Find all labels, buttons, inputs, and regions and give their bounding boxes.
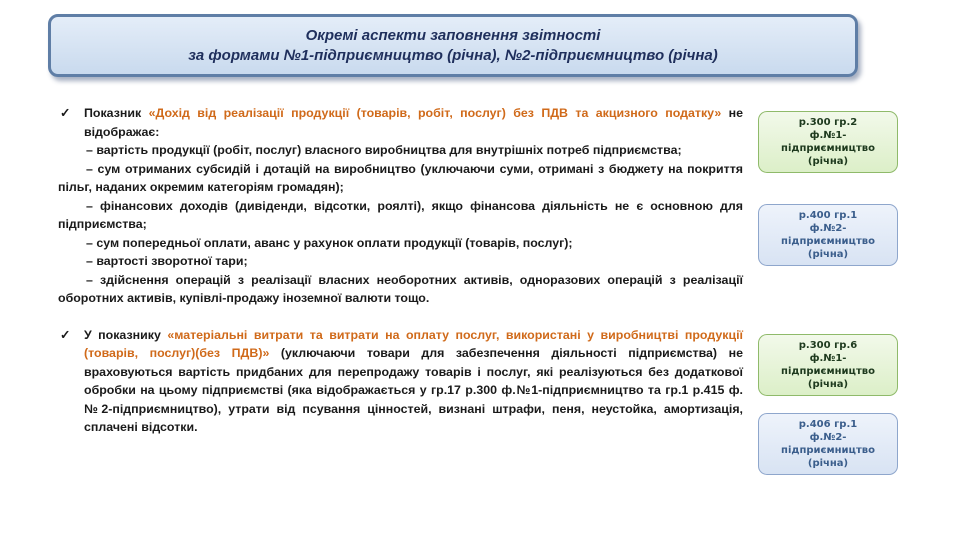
paragraph-gap <box>58 308 743 326</box>
bullet-1-item: – сум отриманих субсидій і дотацій на виробництво (уключаючи суми, отримані з бюджету на покриття пільг, наданих окремим категоріям громадян); <box>58 161 743 194</box>
title-line-2: за формами №1-підприємництво (річна), №2-підприємництво (річна) <box>188 46 718 64</box>
reference-box-2 <box>758 204 898 266</box>
reference-form: ф.№2- <box>809 432 847 443</box>
reference-period: (річна) <box>807 249 849 260</box>
reference-period: (річна) <box>807 156 849 167</box>
reference-form: ф.№2- <box>809 223 847 234</box>
bullet-1-item: – вартості зворотної тари; <box>86 254 248 268</box>
reference-row: р.300 гр.6 <box>798 340 858 351</box>
bullet-2 <box>58 326 743 437</box>
bullet-2-lead: У показнику <box>84 327 168 342</box>
bullet-1-item: – сум попередньої оплати, аванс у рахунок оплати продукції (товарів, послуг); <box>86 235 573 250</box>
reference-box-3 <box>758 334 898 396</box>
reference-form-type: підприємництво <box>781 236 875 247</box>
reference-period: (річна) <box>807 379 849 390</box>
reference-form: ф.№1- <box>809 353 847 364</box>
title-line-1: Окремі аспекти заповнення звітності <box>305 26 601 44</box>
reference-box-1 <box>758 111 898 173</box>
bullet-1-intro <box>58 104 743 141</box>
reference-row: р.300 гр.2 <box>798 117 858 128</box>
bullet-1-item: – вартість продукції (робіт, послуг) власного виробництва для внутрішніх потреб підприємства; <box>86 143 682 157</box>
bullet-1-lead: Показник <box>84 106 149 120</box>
checkmark-icon: ✓ <box>60 327 71 342</box>
reference-form-type: підприємництво <box>781 143 875 154</box>
bullet-1-item: – здійснення операцій з реалізації власних необоротних активів, одноразових операцій з реалізації оборотних активів, купівлі-продажу іноземної валюти тощо. <box>58 272 743 305</box>
bullet-2-highlight: «матеріальні витрати та витрати на оплату послуг, використані у виробництві продукції (товарів, послуг)(без ПДВ)» <box>84 327 743 360</box>
reference-row: р.400 гр.1 <box>798 210 858 221</box>
bullet-2-rest: (уключаючи товари для забезпечення діяльності підприємства) не враховуються вартість придбаних для перепродажу товарів і послуг, які реалізуються без додаткової обробки на цьому підприємстві (яка відображається у гр.17 р.300 ф.№1-підприємництво та гр.1 р.415 ф.№2-підприємництво), утрати від псування цінностей, визнані штрафи, пеня, неустойка, амортизація, сплачені відсотки. <box>84 346 743 434</box>
reference-period: (річна) <box>807 458 849 469</box>
bullet-1-item: – фінансових доходів (дивіденди, відсотки, роялті), якщо фінансова діяльність не є основною для підприємства; <box>58 198 743 231</box>
reference-form-type: підприємництво <box>781 366 875 377</box>
bullet-1-lead-end: не відображає: <box>84 106 743 139</box>
reference-box-4 <box>758 413 898 475</box>
slide-title-banner <box>48 14 858 77</box>
checkmark-icon: ✓ <box>60 106 71 120</box>
reference-form-type: підприємництво <box>781 445 875 456</box>
reference-row: р.406 гр.1 <box>798 419 858 430</box>
bullet-1-highlight: «Дохід від реалізації продукції (товарів, робіт, послуг) без ПДВ та акцизного податку» <box>148 106 722 120</box>
reference-form: ф.№1- <box>809 130 847 141</box>
slide-body <box>58 104 743 437</box>
